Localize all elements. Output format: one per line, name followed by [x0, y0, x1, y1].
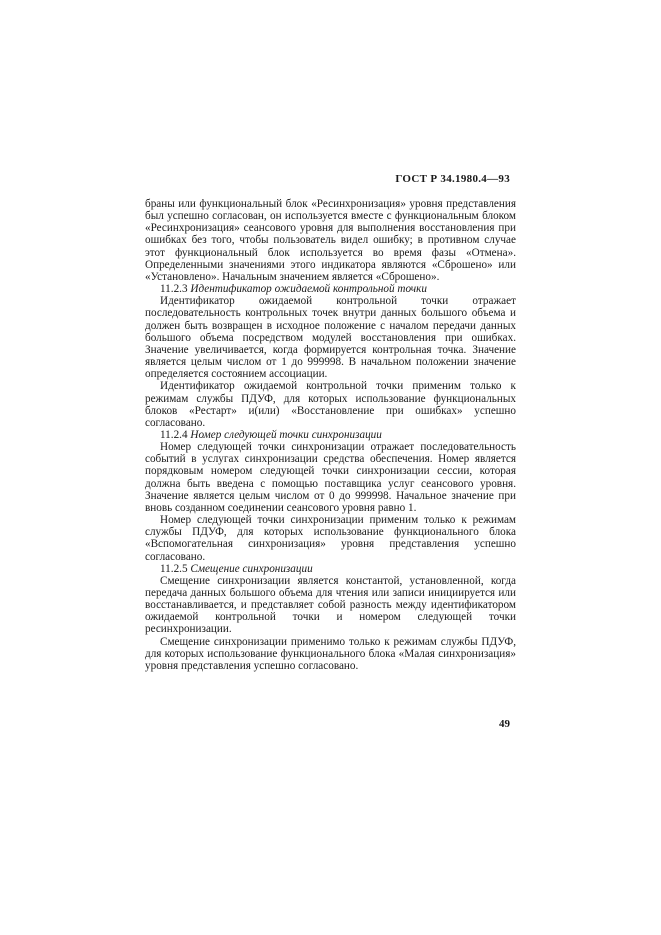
section-heading-11-2-3: [145, 283, 516, 295]
section-number: 11.2.4: [160, 428, 188, 441]
section-title: Смещение синхронизации: [190, 562, 313, 575]
standard-code-header: ГОСТ Р 34.1980.4—93: [395, 173, 510, 185]
paragraph: Номер следующей точки синхронизации отражает последовательность событий в услугах синхронизации средства обеспечения. Номер является порядковым номером следующей точки синхронизации сессии, которая должна быть введена с помощью поставщика услуг сеансового уровня. Значение является целым числом от 0 до 999998. Начальное значение при вновь созданном соединении сеансового уровня равно 1.: [145, 441, 516, 514]
section-heading-11-2-5: [145, 563, 516, 575]
section-heading-11-2-4: [145, 429, 516, 441]
paragraph: Смещение синхронизации применимо только к режимам службы ПДУФ, для которых использование функционального блока «Малая синхронизация» уровня представления успешно согласовано.: [145, 635, 516, 672]
document-body: [145, 198, 516, 672]
section-number: 11.2.5: [160, 562, 188, 575]
page-number: 49: [499, 718, 510, 730]
paragraph: Смещение синхронизации является константой, установленной, когда передача данных большого объема для чтения или записи инициируется или восстанавливается, и представляет собой разность между идентификатором ожидаемой контрольной точки и номером следующей точки ресинхронизации.: [145, 574, 516, 636]
paragraph: браны или функциональный блок «Ресинхронизация» уровня представления был успешно согласован, он используется вместе с функциональным блоком «Ресинхронизация» сеансового уровня для выполнения восстановления при ошибках без того, чтобы пользователь видел ошибку; в противном случае этот функциональный блок используется во время фазы «Отмена». Определенными значениями этого индикатора являются «Сброшено» или «Установлено». Начальным значением является «Сброшено».: [145, 198, 516, 283]
paragraph: Номер следующей точки синхронизации применим только к режимам службы ПДУФ, для которых использование функционального блока «Вспомогательная синхронизация» уровня представления успешно согласовано.: [145, 514, 516, 563]
paragraph: Идентификатор ожидаемой контрольной точки отражает последовательность контрольных точек внутри данных большого объема и должен быть возвращен в исходное положение с началом передачи данных большого объема посредством модулей восстановления при ошибках. Значение увеличивается, когда формируется контрольная точка. Значение является целым числом от 1 до 999998. В начальном положении значение определяется состоянием ассоциации.: [145, 295, 516, 381]
section-title: Номер следующей точки синхронизации: [190, 428, 382, 441]
section-title: Идентификатор ожидаемой контрольной точки: [190, 283, 427, 296]
paragraph: Идентификатор ожидаемой контрольной точки применим только к режимам службы ПДУФ, для которых использование функциональных блоков «Рестарт» и(или) «Восстановление при ошибках» успешно согласовано.: [145, 380, 516, 429]
section-number: 11.2.3: [160, 283, 188, 296]
